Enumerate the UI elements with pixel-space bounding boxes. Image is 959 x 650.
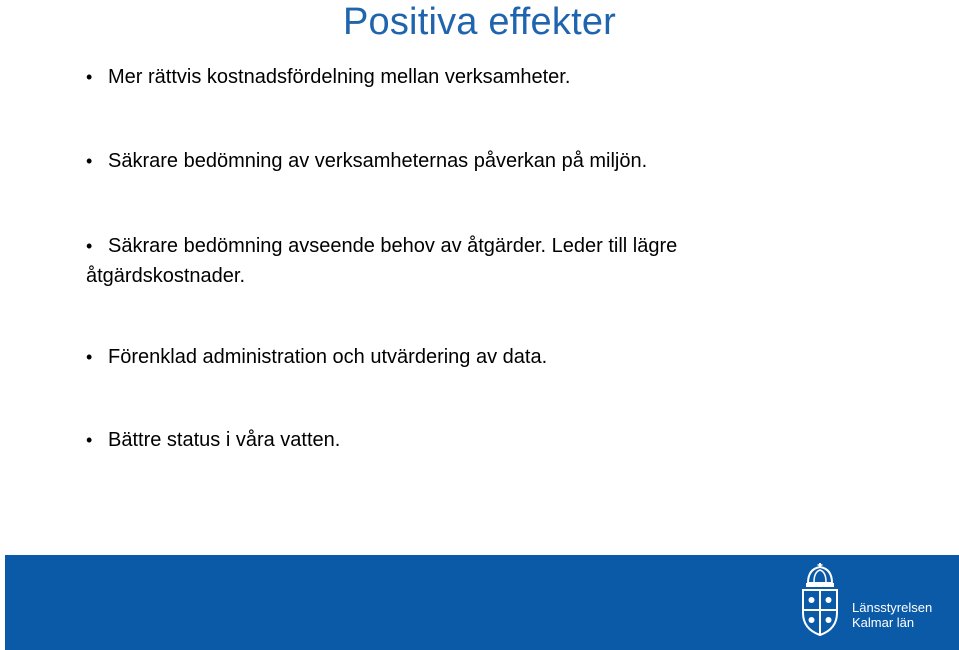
bullet-marker: • bbox=[86, 67, 93, 87]
bullet-item bbox=[86, 62, 866, 92]
org-name-line2: Kalmar län bbox=[852, 615, 915, 630]
bullet-item bbox=[86, 146, 866, 176]
bullet-continuation: åtgärdskostnader. bbox=[86, 265, 245, 287]
bullet-text: Säkrare bedömning av verksamheternas påverkan på miljön. bbox=[108, 150, 648, 172]
bullet-text: Bättre status i våra vatten. bbox=[108, 429, 341, 451]
bullet-text: Förenklad administration och utvärdering av data. bbox=[108, 346, 548, 368]
bullet-item bbox=[86, 231, 866, 291]
bullet-marker: • bbox=[86, 347, 93, 367]
bullet-text: Säkrare bedömning avseende behov av åtgärder. Leder till lägre bbox=[108, 235, 678, 257]
bullet-text: Mer rättvis kostnadsfördelning mellan verksamheter. bbox=[108, 66, 571, 88]
slide-title: Positiva effekter bbox=[342, 1, 617, 43]
bullet-item bbox=[86, 425, 866, 455]
coat-of-arms-icon bbox=[798, 563, 842, 637]
bullet-item bbox=[86, 342, 866, 372]
bullet-marker: • bbox=[86, 151, 93, 171]
org-name-line1: Länsstyrelsen bbox=[852, 600, 933, 615]
org-name bbox=[852, 600, 932, 630]
bullet-marker: • bbox=[86, 236, 93, 256]
bullet-marker: • bbox=[86, 430, 93, 450]
